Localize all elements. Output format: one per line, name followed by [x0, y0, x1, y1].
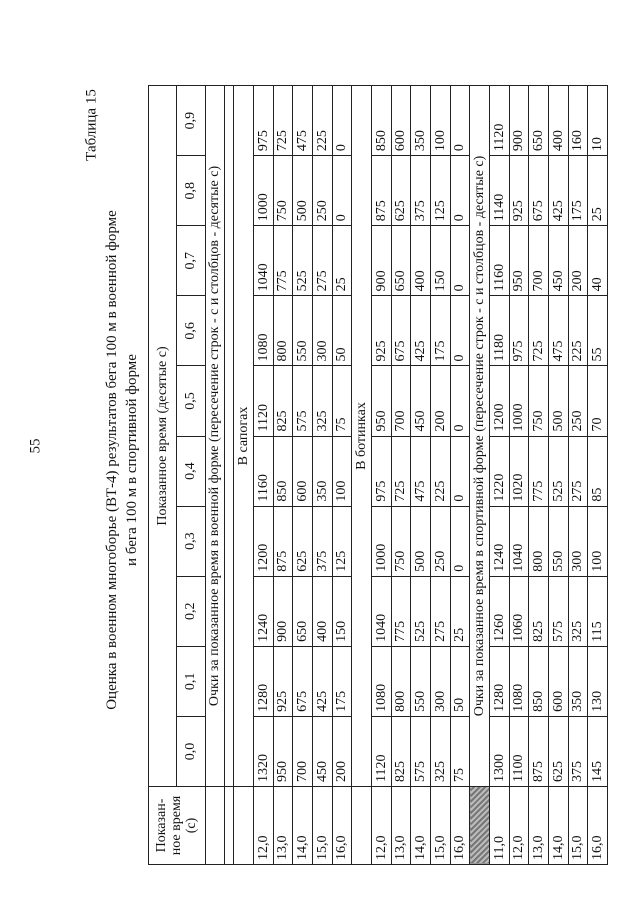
table-title — [102, 180, 142, 740]
table-row — [371, 86, 391, 865]
score-cell: 700 — [391, 366, 411, 436]
score-cell: 1120 — [253, 366, 273, 436]
score-cell: 750 — [273, 156, 293, 226]
tenths-header: 0,7 — [177, 226, 205, 296]
score-cell: 650 — [293, 576, 313, 646]
score-cell: 1280 — [489, 646, 509, 716]
score-cell: 600 — [548, 646, 568, 716]
score-cell: 225 — [312, 86, 332, 156]
score-cell: 350 — [568, 646, 588, 716]
score-cell: 675 — [391, 296, 411, 366]
score-cell: 925 — [371, 296, 391, 366]
shown-time-header: Показанное время (десятые с) — [149, 86, 177, 787]
score-cell: 70 — [588, 366, 608, 436]
score-cell: 650 — [529, 86, 549, 156]
score-cell: 750 — [391, 506, 411, 576]
score-cell: 800 — [529, 506, 549, 576]
section-sport-label: Очки за показанное время в спортивной форме (пересечение строк - с и столбцов - десятые с) — [470, 86, 490, 787]
score-cell: 10 — [588, 86, 608, 156]
time-cell: 15,0 — [568, 787, 588, 865]
score-cell: 350 — [312, 436, 332, 506]
time-cell: 12,0 — [253, 787, 273, 865]
row-header-cell: Показан-ное время (с) — [149, 787, 206, 865]
score-cell: 400 — [548, 86, 568, 156]
score-cell: 300 — [312, 296, 332, 366]
score-cell: 1040 — [371, 576, 391, 646]
score-cell: 675 — [293, 646, 313, 716]
score-cell: 1200 — [253, 506, 273, 576]
score-cell: 525 — [548, 436, 568, 506]
score-cell: 350 — [411, 86, 431, 156]
score-cell: 1080 — [371, 646, 391, 716]
tenths-row — [177, 86, 205, 865]
score-cell: 725 — [391, 436, 411, 506]
score-cell: 0 — [450, 436, 470, 506]
score-cell: 950 — [273, 716, 293, 786]
score-cell: 250 — [568, 366, 588, 436]
rotated-table-wrapper — [148, 85, 608, 865]
page-number: 55 — [27, 438, 44, 454]
score-cell: 200 — [332, 716, 352, 786]
score-cell: 40 — [588, 226, 608, 296]
table-row — [588, 86, 608, 865]
score-cell: 115 — [588, 576, 608, 646]
score-cell: 125 — [430, 156, 450, 226]
title-line-1: Оценка в военном многоборье (ВТ-4) результатов бега 100 м в военной форме — [104, 210, 120, 710]
title-line-2: и бега 100 м в спортивной форме — [124, 354, 140, 566]
time-cell: 15,0 — [430, 787, 450, 865]
score-cell: 575 — [293, 366, 313, 436]
tenths-header: 0,0 — [177, 716, 205, 786]
score-cell: 1120 — [371, 716, 391, 786]
group-title-row — [234, 86, 254, 865]
score-cell: 300 — [568, 506, 588, 576]
table-row — [509, 86, 529, 865]
score-cell: 975 — [371, 436, 391, 506]
time-cell: 15,0 — [312, 787, 332, 865]
score-cell: 900 — [509, 86, 529, 156]
shaded-cell — [470, 787, 490, 865]
score-cell: 625 — [293, 506, 313, 576]
table-row — [332, 86, 352, 865]
score-cell: 1260 — [489, 576, 509, 646]
score-cell: 25 — [450, 576, 470, 646]
score-cell: 1160 — [253, 436, 273, 506]
score-cell: 625 — [391, 156, 411, 226]
score-cell: 775 — [391, 576, 411, 646]
score-cell: 875 — [529, 716, 549, 786]
header-row — [149, 86, 177, 865]
table-row — [568, 86, 588, 865]
score-cell: 425 — [312, 646, 332, 716]
score-cell: 800 — [273, 296, 293, 366]
score-cell: 600 — [293, 436, 313, 506]
score-cell: 975 — [253, 86, 273, 156]
score-cell: 750 — [529, 366, 549, 436]
score-cell: 0 — [450, 366, 470, 436]
score-cell: 1160 — [489, 226, 509, 296]
score-cell: 1080 — [253, 296, 273, 366]
time-cell: 13,0 — [391, 787, 411, 865]
blank-cell — [225, 787, 234, 865]
score-cell: 1180 — [489, 296, 509, 366]
score-cell: 700 — [529, 226, 549, 296]
score-cell: 375 — [568, 716, 588, 786]
table-row — [430, 86, 450, 865]
table-row — [253, 86, 273, 865]
tenths-header: 0,9 — [177, 86, 205, 156]
score-cell: 300 — [430, 646, 450, 716]
time-cell: 14,0 — [411, 787, 431, 865]
score-cell: 0 — [450, 506, 470, 576]
score-cell: 175 — [568, 156, 588, 226]
score-cell: 275 — [568, 436, 588, 506]
score-cell: 500 — [411, 506, 431, 576]
score-cell: 0 — [450, 86, 470, 156]
tenths-header: 0,5 — [177, 366, 205, 436]
score-cell: 450 — [312, 716, 332, 786]
score-cell: 1120 — [489, 86, 509, 156]
tenths-header: 0,6 — [177, 296, 205, 366]
score-cell: 1200 — [489, 366, 509, 436]
tenths-header: 0,1 — [177, 646, 205, 716]
score-cell: 150 — [332, 576, 352, 646]
score-cell: 225 — [430, 436, 450, 506]
score-cell: 925 — [509, 156, 529, 226]
score-cell: 1140 — [489, 156, 509, 226]
score-cell: 775 — [273, 226, 293, 296]
tenths-header: 0,2 — [177, 576, 205, 646]
score-cell: 450 — [548, 226, 568, 296]
score-cell: 1020 — [509, 436, 529, 506]
score-cell: 625 — [548, 716, 568, 786]
score-cell: 900 — [371, 226, 391, 296]
score-cell: 1100 — [509, 716, 529, 786]
tenths-header: 0,8 — [177, 156, 205, 226]
score-cell: 150 — [430, 226, 450, 296]
score-cell: 400 — [411, 226, 431, 296]
table-row — [548, 86, 568, 865]
time-cell: 13,0 — [529, 787, 549, 865]
score-cell: 925 — [273, 646, 293, 716]
score-cell: 800 — [391, 646, 411, 716]
score-cell: 325 — [312, 366, 332, 436]
score-cell: 875 — [371, 156, 391, 226]
score-cell: 550 — [293, 296, 313, 366]
score-cell: 825 — [529, 576, 549, 646]
blank-row — [225, 86, 234, 865]
score-cell: 125 — [332, 506, 352, 576]
score-cell: 0 — [450, 226, 470, 296]
score-cell: 225 — [568, 296, 588, 366]
score-cell: 0 — [450, 156, 470, 226]
score-cell: 1040 — [253, 226, 273, 296]
score-cell: 475 — [293, 86, 313, 156]
score-cell: 450 — [411, 366, 431, 436]
score-cell: 1280 — [253, 646, 273, 716]
score-cell: 850 — [371, 86, 391, 156]
score-cell: 200 — [568, 226, 588, 296]
time-cell: 13,0 — [273, 787, 293, 865]
table-row — [293, 86, 313, 865]
table-number: Таблица 15 — [83, 89, 100, 161]
tenths-header: 0,4 — [177, 436, 205, 506]
table-row — [411, 86, 431, 865]
score-cell: 0 — [332, 156, 352, 226]
score-cell: 1080 — [509, 646, 529, 716]
score-cell: 375 — [411, 156, 431, 226]
score-cell: 175 — [430, 296, 450, 366]
score-cell: 1040 — [509, 506, 529, 576]
table-row — [273, 86, 293, 865]
group-title: В ботинках — [352, 86, 372, 787]
table-row — [312, 86, 332, 865]
score-cell: 950 — [509, 226, 529, 296]
score-cell: 600 — [391, 86, 411, 156]
score-cell: 725 — [273, 86, 293, 156]
score-cell: 850 — [529, 646, 549, 716]
time-cell: 16,0 — [332, 787, 352, 865]
score-cell: 1300 — [489, 716, 509, 786]
time-cell: 12,0 — [371, 787, 391, 865]
score-cell: 575 — [548, 576, 568, 646]
score-cell: 425 — [411, 296, 431, 366]
score-cell: 550 — [548, 506, 568, 576]
score-cell: 500 — [293, 156, 313, 226]
score-cell: 275 — [312, 226, 332, 296]
section-military-label: Очки за показанное время в военной форме (пересечение строк - с и столбцов - десятые с) — [205, 86, 225, 787]
score-cell: 425 — [548, 156, 568, 226]
score-cell: 100 — [332, 436, 352, 506]
score-cell: 100 — [430, 86, 450, 156]
score-cell: 500 — [548, 366, 568, 436]
score-cell: 325 — [430, 716, 450, 786]
table-row — [529, 86, 549, 865]
score-cell: 725 — [529, 296, 549, 366]
score-cell: 100 — [588, 506, 608, 576]
score-cell: 475 — [411, 436, 431, 506]
score-cell: 325 — [568, 576, 588, 646]
time-cell: 14,0 — [293, 787, 313, 865]
time-cell: 11,0 — [489, 787, 509, 865]
blank-cell — [352, 787, 372, 865]
score-cell: 75 — [332, 366, 352, 436]
time-cell: 14,0 — [548, 787, 568, 865]
score-cell: 75 — [450, 716, 470, 786]
score-cell: 1320 — [253, 716, 273, 786]
score-cell: 1240 — [489, 506, 509, 576]
score-cell: 700 — [293, 716, 313, 786]
score-cell: 850 — [273, 436, 293, 506]
time-cell: 16,0 — [588, 787, 608, 865]
score-cell: 525 — [293, 226, 313, 296]
score-cell: 1240 — [253, 576, 273, 646]
table-row — [450, 86, 470, 865]
score-cell: 550 — [411, 646, 431, 716]
score-cell: 475 — [548, 296, 568, 366]
blank-cell — [225, 86, 234, 787]
score-cell: 575 — [411, 716, 431, 786]
score-cell: 50 — [332, 296, 352, 366]
group-title-row — [352, 86, 372, 865]
score-cell: 0 — [450, 296, 470, 366]
score-cell: 775 — [529, 436, 549, 506]
score-cell: 675 — [529, 156, 549, 226]
score-cell: 650 — [391, 226, 411, 296]
score-cell: 375 — [312, 506, 332, 576]
time-cell: 12,0 — [509, 787, 529, 865]
section-row — [205, 86, 225, 865]
score-cell: 825 — [391, 716, 411, 786]
score-cell: 275 — [430, 576, 450, 646]
score-cell: 525 — [411, 576, 431, 646]
score-cell: 975 — [509, 296, 529, 366]
score-cell: 1060 — [509, 576, 529, 646]
table-body — [149, 86, 608, 865]
score-cell: 1000 — [371, 506, 391, 576]
blank-cell — [234, 787, 254, 865]
score-cell: 145 — [588, 716, 608, 786]
score-cell: 1000 — [509, 366, 529, 436]
score-cell: 50 — [450, 646, 470, 716]
score-cell: 250 — [430, 506, 450, 576]
score-cell: 1000 — [253, 156, 273, 226]
score-cell: 0 — [332, 86, 352, 156]
tenths-header: 0,3 — [177, 506, 205, 576]
score-cell: 900 — [273, 576, 293, 646]
scoring-table — [148, 85, 608, 865]
score-cell: 400 — [312, 576, 332, 646]
section-row — [470, 86, 490, 865]
score-cell: 130 — [588, 646, 608, 716]
score-cell: 55 — [588, 296, 608, 366]
score-cell: 85 — [588, 436, 608, 506]
score-cell: 160 — [568, 86, 588, 156]
score-cell: 200 — [430, 366, 450, 436]
score-cell: 175 — [332, 646, 352, 716]
table-row — [489, 86, 509, 865]
score-cell: 950 — [371, 366, 391, 436]
score-cell: 25 — [332, 226, 352, 296]
group-title: В сапогах — [234, 86, 254, 787]
score-cell: 250 — [312, 156, 332, 226]
score-cell: 1220 — [489, 436, 509, 506]
time-cell: 16,0 — [450, 787, 470, 865]
score-cell: 25 — [588, 156, 608, 226]
score-cell: 875 — [273, 506, 293, 576]
blank-cell — [205, 787, 225, 865]
table-row — [391, 86, 411, 865]
score-cell: 825 — [273, 366, 293, 436]
